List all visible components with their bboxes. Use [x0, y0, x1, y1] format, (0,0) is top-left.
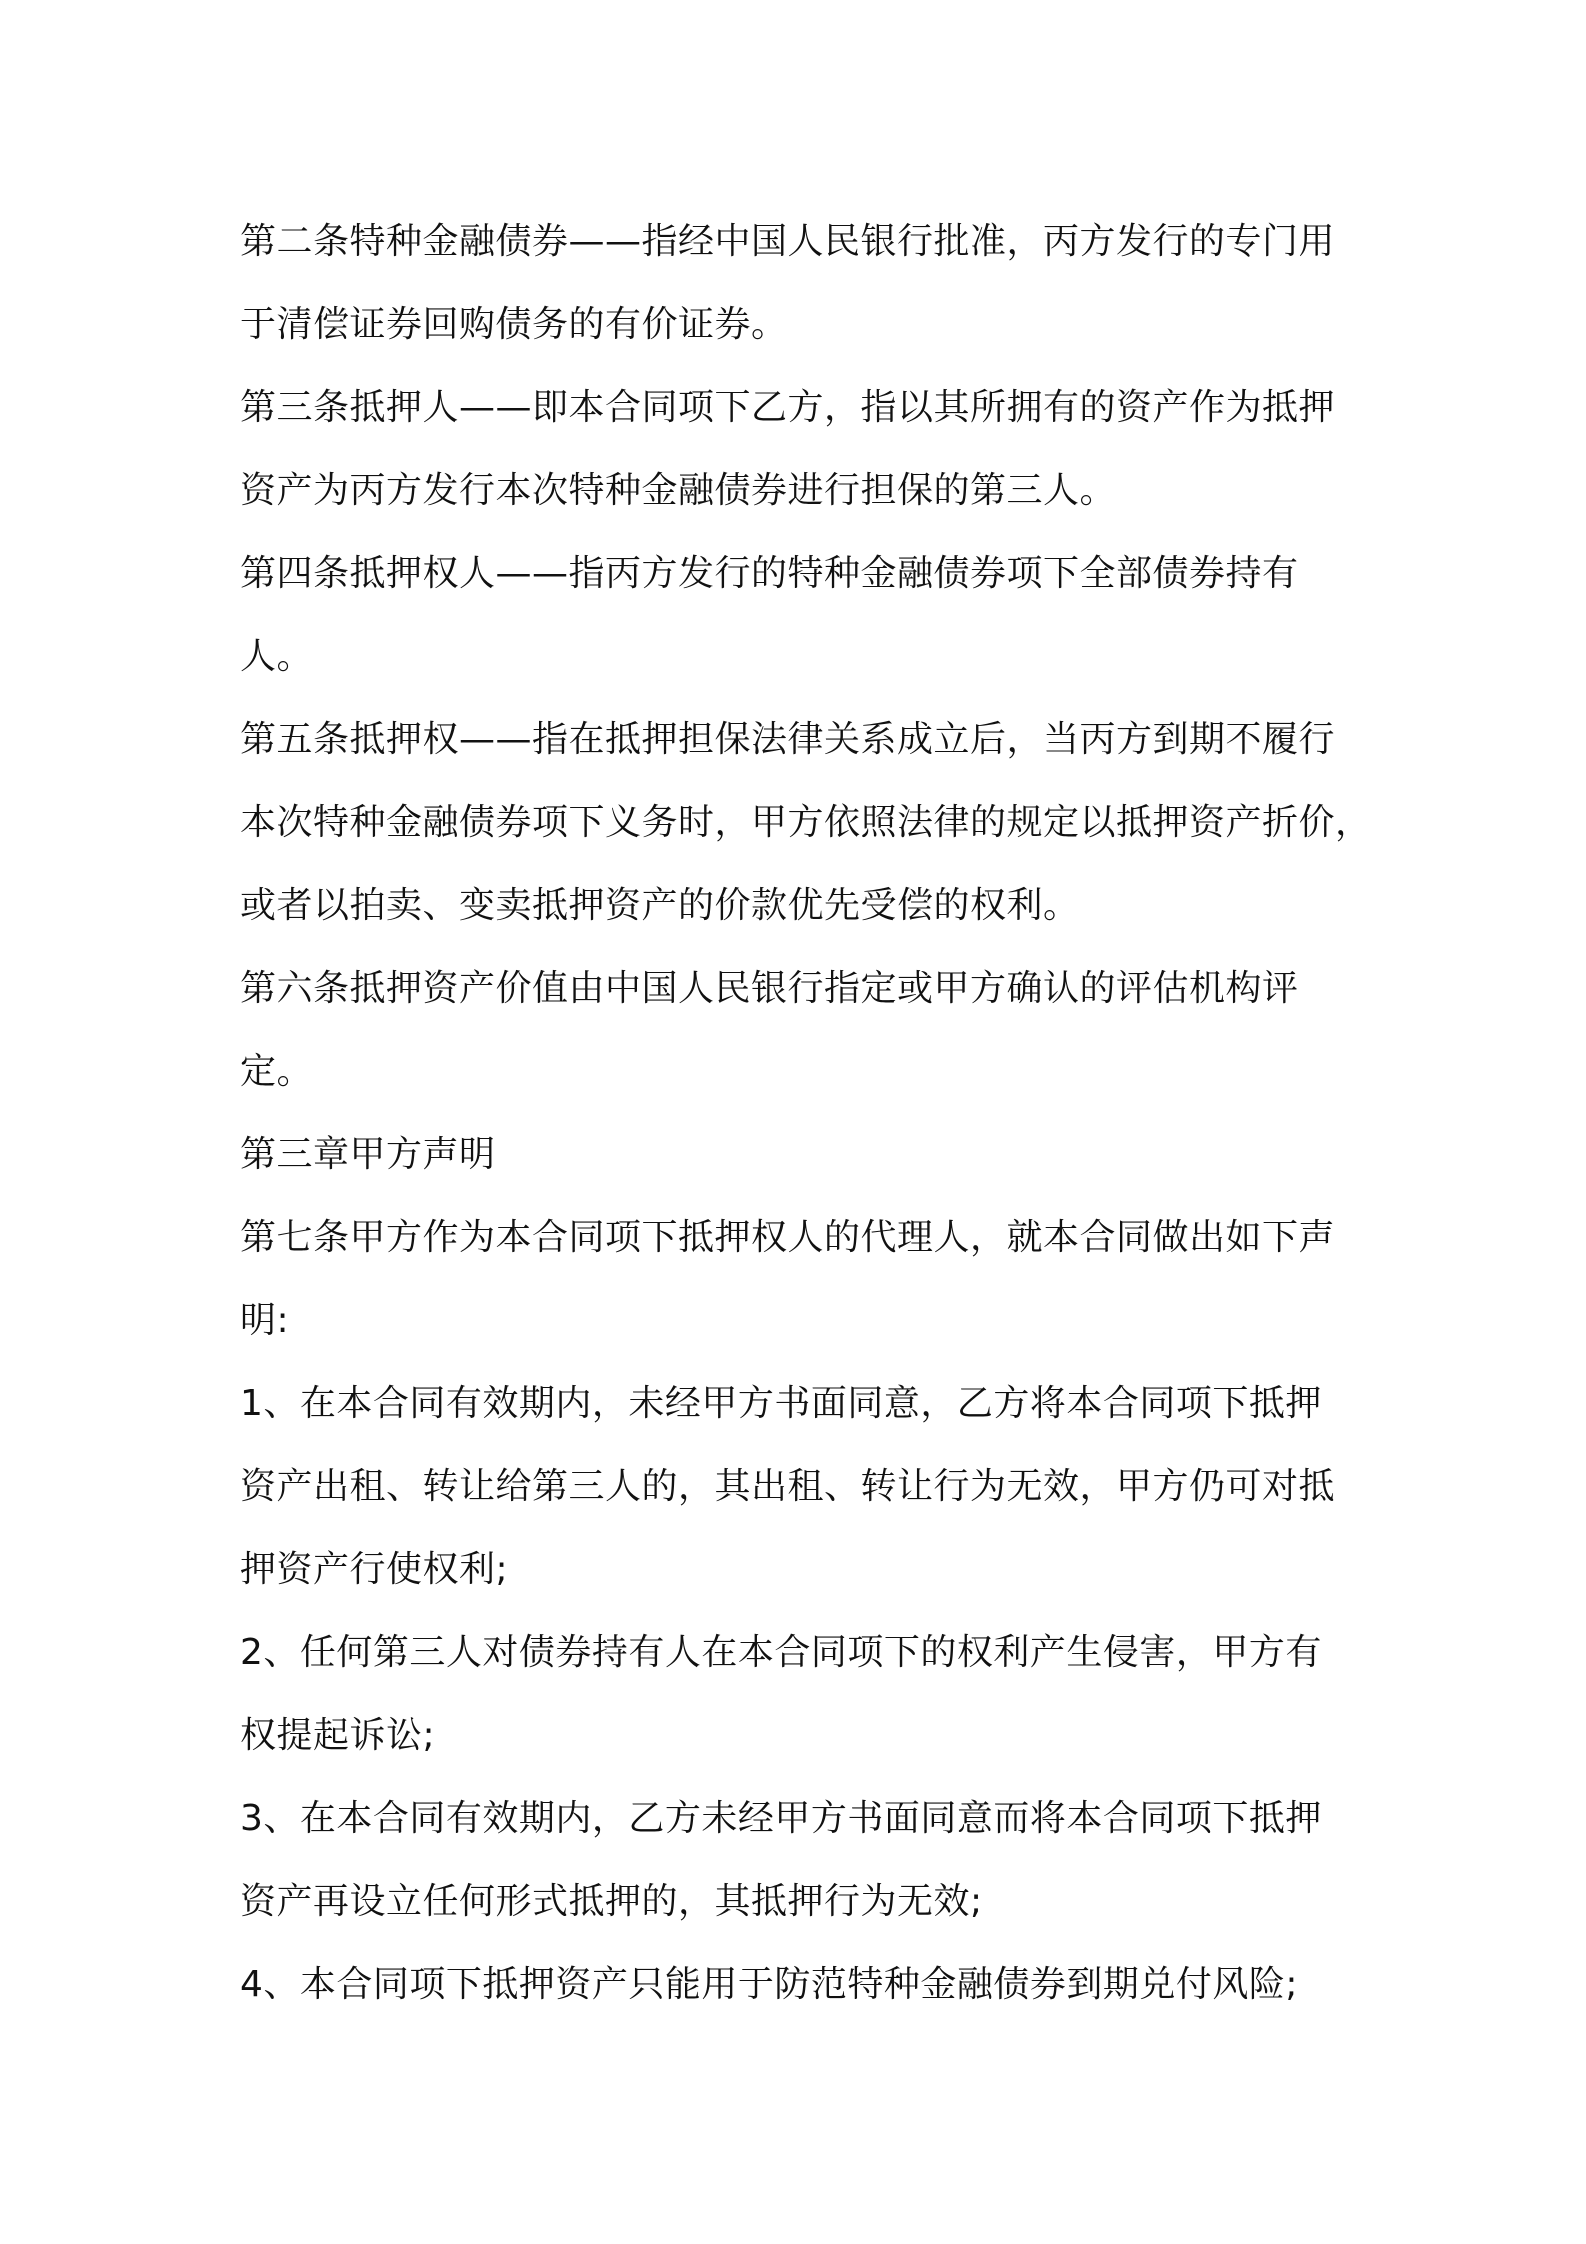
text-line-article-4-cont: 人。: [240, 636, 314, 677]
text-line-item-1-cont-2: 押资产行使权利;: [240, 1549, 509, 1590]
text-line-article-3: 第三条抵押人——即本合同项下乙方，指以其所拥有的资产作为抵押: [240, 387, 1336, 428]
document-body: [240, 200, 1380, 2026]
text-line-item-1: 1、在本合同有效期内，未经甲方书面同意，乙方将本合同项下抵押: [240, 1383, 1322, 1424]
text-line-item-2: 2、任何第三人对债券持有人在本合同项下的权利产生侵害，甲方有: [240, 1632, 1322, 1673]
text-line-item-2-cont: 权提起诉讼;: [240, 1715, 436, 1756]
text-line-item-3: 3、在本合同有效期内，乙方未经甲方书面同意而将本合同项下抵押: [240, 1798, 1322, 1839]
text-line-item-4: 4、本合同项下抵押资产只能用于防范特种金融债券到期兑付风险;: [240, 1964, 1299, 2005]
chapter-heading: 第三章甲方声明: [240, 1134, 496, 1175]
text-line-item-1-cont-1: 资产出租、转让给第三人的，其出租、转让行为无效，甲方仍可对抵: [240, 1466, 1336, 1507]
text-line-article-6: 第六条抵押资产价值由中国人民银行指定或甲方确认的评估机构评: [240, 968, 1299, 1009]
text-line-article-3-cont: 资产为丙方发行本次特种金融债券进行担保的第三人。: [240, 470, 1117, 511]
text-line-article-5-cont-2: 或者以拍卖、变卖抵押资产的价款优先受偿的权利。: [240, 885, 1080, 926]
text-line-article-5-cont-1: 本次特种金融债券项下义务时，甲方依照法律的规定以抵押资产折价，: [240, 802, 1372, 843]
text-line-article-2: 第二条特种金融债券——指经中国人民银行批准，丙方发行的专门用: [240, 221, 1336, 262]
text-line-article-5: 第五条抵押权——指在抵押担保法律关系成立后，当丙方到期不履行: [240, 719, 1336, 760]
text-line-article-6-cont: 定。: [240, 1051, 314, 1092]
text-line-article-7-cont: 明:: [240, 1300, 290, 1341]
text-line-article-2-cont: 于清偿证券回购债务的有价证券。: [240, 304, 788, 345]
text-line-article-7: 第七条甲方作为本合同项下抵押权人的代理人，就本合同做出如下声: [240, 1217, 1336, 1258]
text-line-item-3-cont: 资产再设立任何形式抵押的，其抵押行为无效;: [240, 1881, 983, 1922]
text-line-article-4: 第四条抵押权人——指丙方发行的特种金融债券项下全部债券持有: [240, 553, 1299, 594]
